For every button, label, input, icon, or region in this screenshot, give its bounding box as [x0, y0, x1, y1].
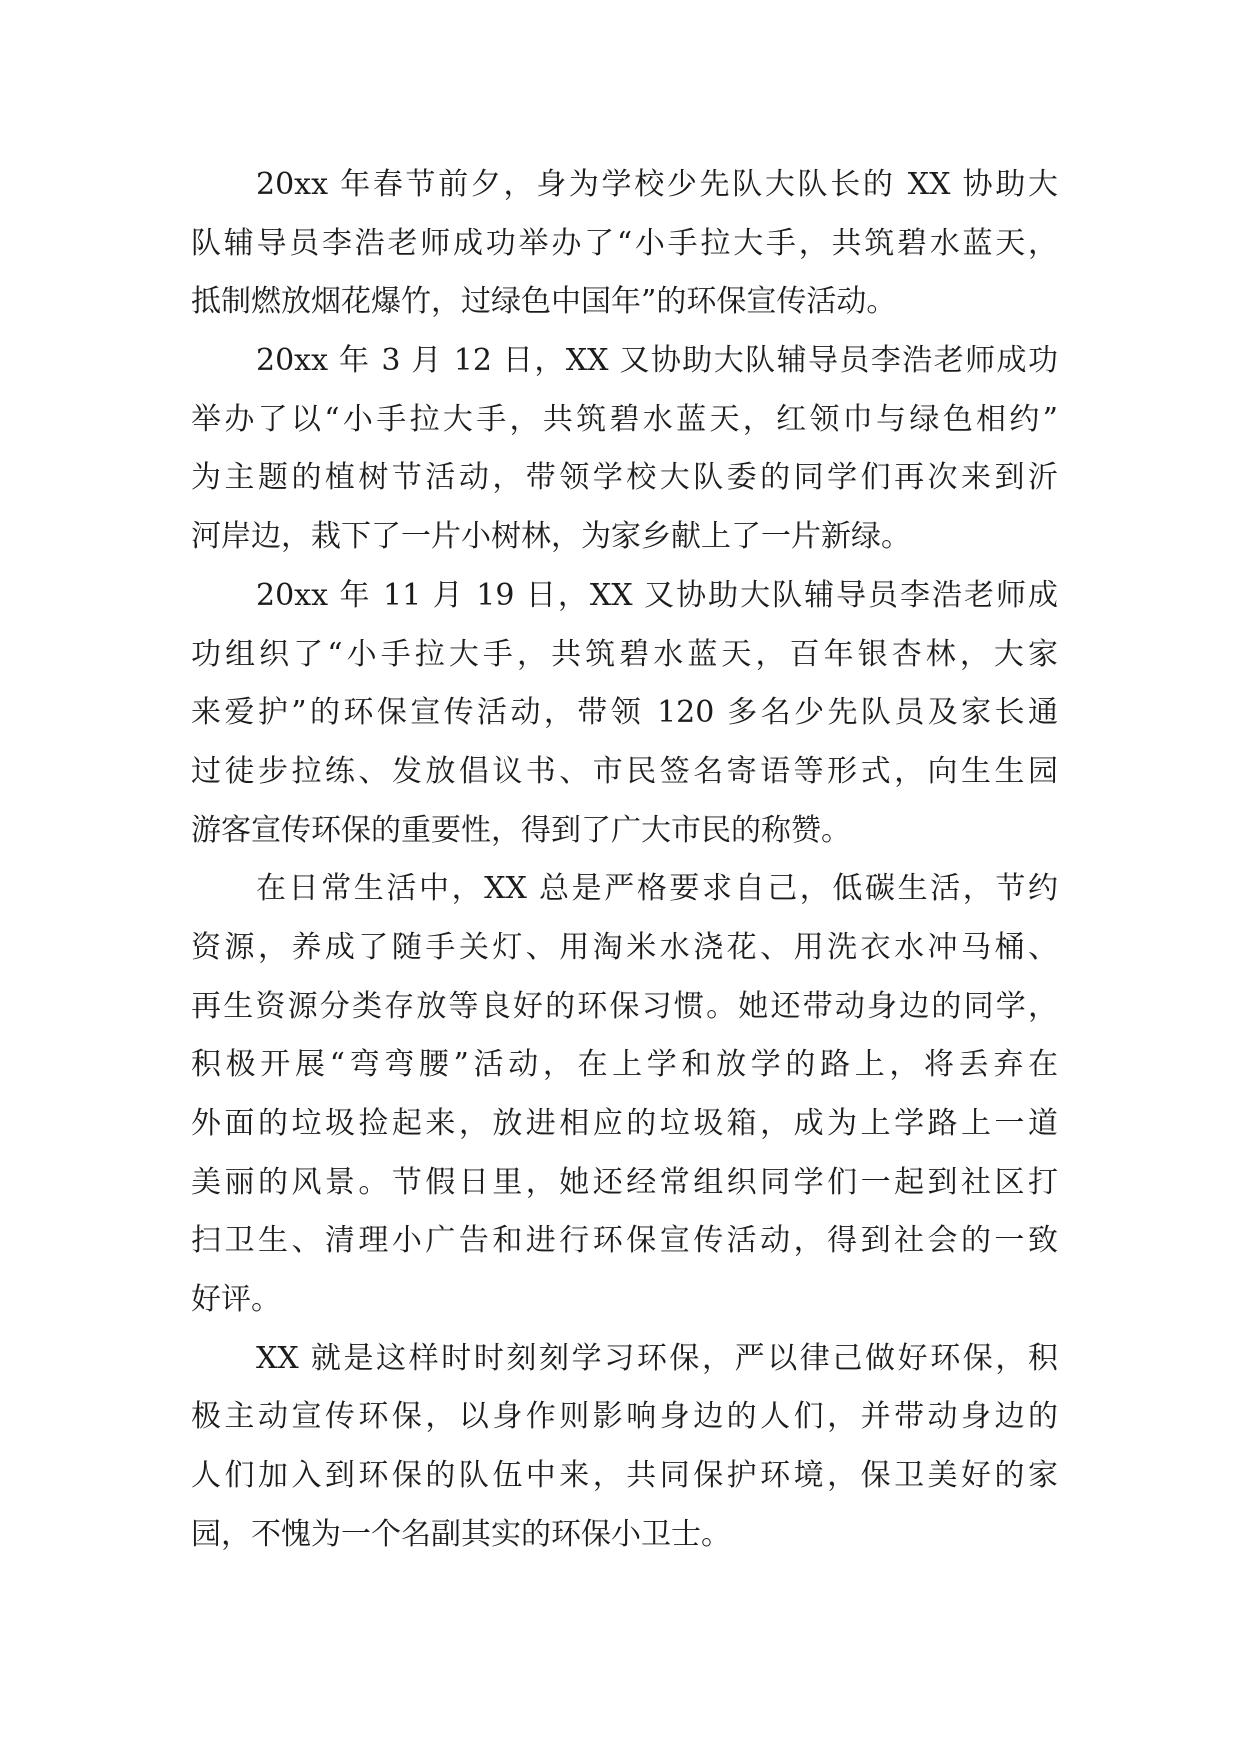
text-line: 河岸边，栽下了一片小树林，为家乡献上了一片新绿。: [191, 519, 911, 555]
text-line: 资源，养成了随手关灯、用淘米水浇花、用洗衣水冲马桶、: [191, 929, 1058, 965]
text-line: 20xx 年春节前夕，身为学校少先队大队长的 XX 协助大: [256, 167, 1058, 202]
text-line: XX 就是这样时时刻刻学习环保，严以律己做好环保，积: [256, 1340, 1058, 1376]
text-line: 扫卫生、清理小广告和进行环保宣传活动，得到社会的一致: [191, 1223, 1058, 1259]
text-line: 为主题的植树节活动，带领学校大队委的同学们再次来到沂: [191, 460, 1058, 496]
paragraph: [191, 332, 1058, 567]
text-line: 好评。: [191, 1282, 281, 1318]
text-line: 再生资源分类存放等良好的环保习惯。她还带动身边的同学，: [191, 988, 1058, 1024]
text-line: 过徒步拉练、发放倡议书、市民签名寄语等形式，向生生园: [191, 753, 1058, 789]
text-line: 20xx 年 3 月 12 日，XX 又协助大队辅导员李浩老师成功: [256, 343, 1058, 379]
text-line: 人们加入到环保的队伍中来，共同保护环境，保卫美好的家: [191, 1458, 1058, 1494]
paragraph: [191, 567, 1058, 860]
text-line: 抵制燃放烟花爆竹，过绿色中国年”的环保宣传活动。: [191, 284, 897, 320]
text-line: 队辅导员李浩老师成功举办了“小手拉大手，共筑碧水蓝天，: [191, 225, 1058, 261]
paragraph: [191, 156, 1058, 332]
text-line: 美丽的风景。节假日里，她还经常组织同学们一起到社区打: [191, 1164, 1058, 1200]
document-page: [191, 156, 1058, 1565]
text-line: 举办了以“小手拉大手，共筑碧水蓝天，红领巾与绿色相约”: [191, 401, 1058, 437]
text-line: 来爱护”的环保宣传活动，带领 120 多名少先队员及家长通: [191, 695, 1058, 731]
text-line: 游客宣传环保的重要性，得到了广大市民的称赞。: [191, 812, 851, 848]
text-line: 极主动宣传环保，以身作则影响身边的人们，并带动身边的: [191, 1399, 1058, 1435]
text-line: 在日常生活中，XX 总是严格要求自己，低碳生活，节约: [256, 871, 1058, 907]
paragraph: [191, 860, 1058, 1330]
text-line: 外面的垃圾捡起来，放进相应的垃圾箱，成为上学路上一道: [191, 1106, 1058, 1141]
paragraph: [191, 1330, 1058, 1565]
text-line: 功组织了“小手拉大手，共筑碧水蓝天，百年银杏林，大家: [191, 636, 1058, 672]
text-line: 园，不愧为一个名副其实的环保小卫士。: [191, 1516, 731, 1552]
text-line: 积极开展“弯弯腰”活动，在上学和放学的路上，将丢弃在: [191, 1047, 1058, 1083]
text-line: 20xx 年 11 月 19 日，XX 又协助大队辅导员李浩老师成: [256, 577, 1058, 613]
